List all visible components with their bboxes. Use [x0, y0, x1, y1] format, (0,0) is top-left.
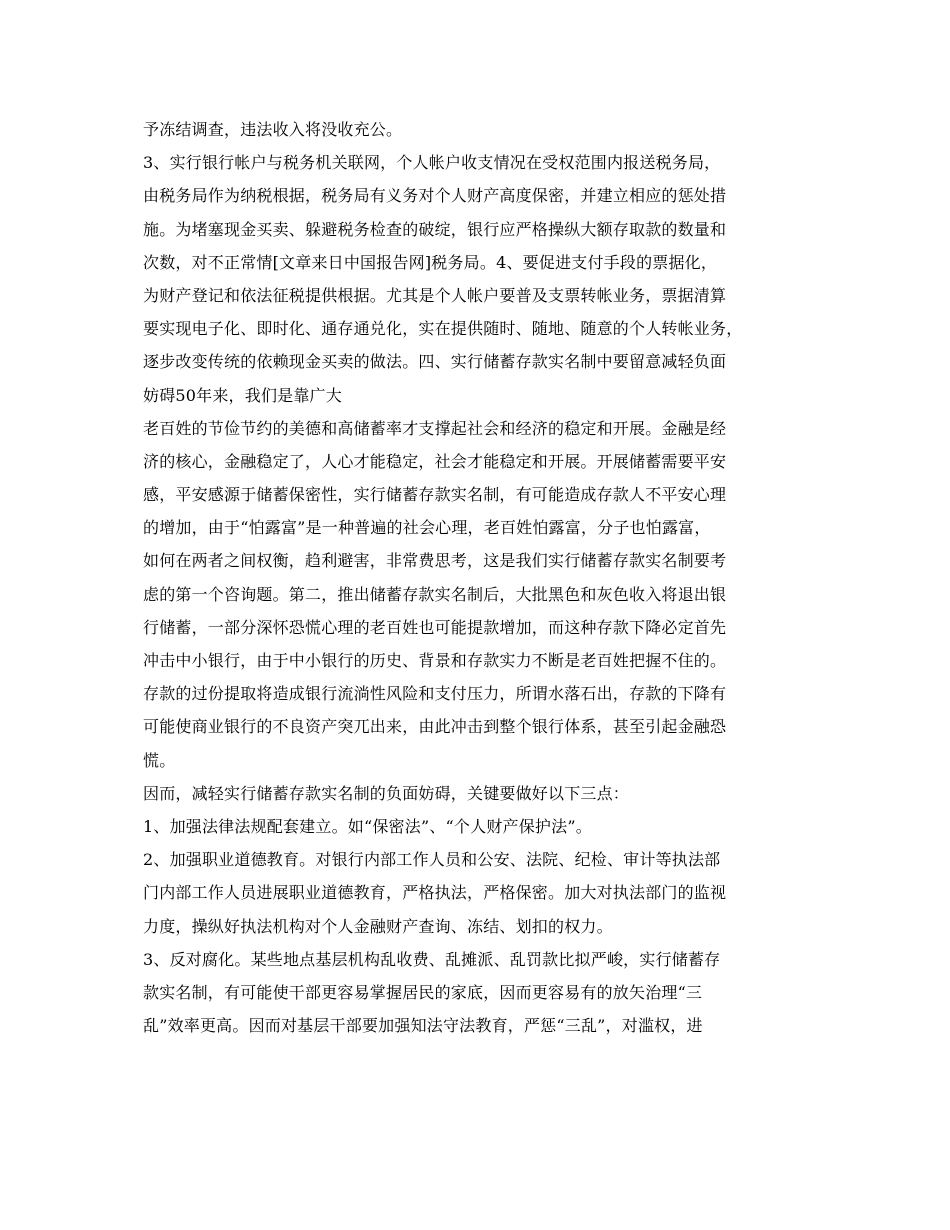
text-line: 力度，操纵好执法机构对个人金融财产查询、冻结、划扣的权力。 [143, 916, 613, 936]
text-line: 1、加强法律法规配套建立。如“保密法”、“个人财产保护法”。 [143, 816, 592, 836]
text-line: 济的核心，金融稳定了，人心才能稳定，社会才能稳定和开展。开展储蓄需要平安 [143, 451, 727, 471]
text-line: 予冻结调查，违法收入将没收充公。 [143, 120, 403, 139]
text-line: 次数，对不正常情[文章来日中国报告网]税务局。4、要促进支付手段的票据化， [143, 252, 718, 272]
text-line: 如何在两者之间权衡，趋利避害，非常费思考，这是我们实行储蓄存款实名制要考 [143, 551, 727, 571]
text-line: 的增加，由于“怕露富”是一种普遍的社会心理，老百姓怕露富，分子也怕露富， [143, 518, 711, 538]
text-line: 慌。 [143, 750, 176, 770]
text-line: 妨碍50年来，我们是靠广大 [143, 385, 342, 405]
text-line: 款实名制，有可能使干部更容易掌握居民的家底，因而更容易有的放矢治理“三 [143, 982, 703, 1002]
text-line: 施。为堵塞现金买卖、躲避税务检查的破绽，银行应严格操纵大额存取款的数量和 [143, 219, 727, 239]
text-line: 感，平安感源于储蓄保密性，实行储蓄存款实名制，有可能造成存款人不平安心理 [143, 485, 727, 505]
text-line: 2、加强职业道德教育。对银行内部工作人员和公安、法院、纪检、审计等执法部 [143, 850, 721, 870]
text-line: 逐步改变传统的依赖现金买卖的做法。四、实行储蓄存款实名制中要留意减轻负面 [143, 352, 727, 372]
text-line: 为财产登记和依法征税提供根据。尤其是个人帐户要普及支票转帐业务，票据清算 [143, 285, 727, 305]
text-line: 虑的第一个咨询题。第二，推出储蓄存款实名制后，大批黑色和灰色收入将退出银 [143, 584, 727, 604]
document-body [143, 113, 823, 1042]
text-line: 由税务局作为纳税根据，税务局有义务对个人财产高度保密，并建立相应的惩处措 [143, 186, 727, 206]
text-line: 乱”效率更高。因而对基层干部要加强知法守法教育，严惩“三乱”，对滥权，进 [143, 1016, 703, 1036]
text-line: 老百姓的节俭节约的美德和高储蓄率才支撑起社会和经济的稳定和开展。金融是经 [143, 418, 727, 438]
text-line: 因而，减轻实行储蓄存款实名制的负面妨碍，关键要做好以下三点： [143, 783, 630, 803]
text-line: 冲击中小银行，由于中小银行的历史、背景和存款实力不断是老百姓把握不住的。 [143, 651, 727, 670]
text-line: 3、实行银行帐户与税务机关联网，个人帐户收支情况在受权范围内报送税务局， [143, 153, 721, 173]
text-line: 门内部工作人员进展职业道德教育，严格执法，严格保密。加大对执法部门的监视 [143, 883, 727, 903]
text-line: 要实现电子化、即时化、通存通兑化，实在提供随时、随地、随意的个人转帐业务， [143, 319, 743, 339]
text-line: 可能使商业银行的不良资产突兀出来，由此冲击到整个银行体系，甚至引起金融恐 [143, 717, 727, 737]
text-line: 行储蓄，一部分深怀恐慌心理的老百姓也可能提款增加，而这种存款下降必定首先 [143, 617, 727, 637]
text-line: 3、反对腐化。某些地点基层机构乱收费、乱摊派、乱罚款比拟严峻，实行储蓄存 [143, 949, 721, 969]
text-line: 存款的过份提取将造成银行流淌性风险和支付压力，所谓水落石出，存款的下降有 [143, 684, 727, 704]
